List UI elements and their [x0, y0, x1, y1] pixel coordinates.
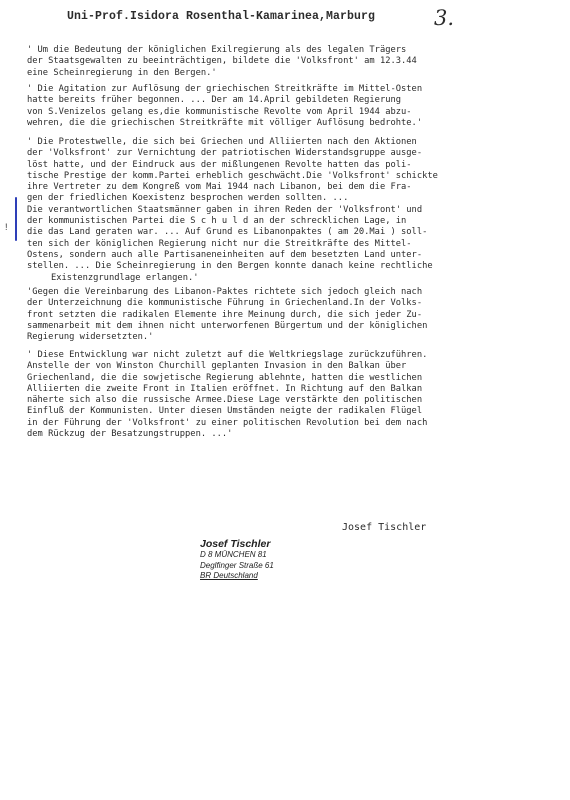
margin-mark: [15, 197, 17, 241]
text-line: löst hatte, und der Eindruck aus der mißlungenen Revolte hatten das poli-: [27, 159, 412, 170]
text-line: ten sich der königlichen Regierung nicht nur die Streitkräfte des Mittel-: [27, 238, 412, 249]
stamp-city: D 8 MÜNCHEN 81: [200, 550, 267, 559]
text-line: Regierung widersetzten.': [27, 332, 154, 343]
quote-paragraph-1: [27, 45, 552, 79]
page-number: 3.: [434, 6, 455, 30]
text-line: gen der friedlichen Koexistenz besprochen werden sollten. ...: [27, 193, 349, 204]
text-line: der 'Volksfront' zur Vernichtung der patriotischen Widerstandsgruppe ausge-: [27, 148, 423, 159]
stamp-street: Deglfinger Straße 61: [200, 560, 274, 570]
text-line: ' Um die Bedeutung der königlichen Exilregierung als des legalen Trägers: [27, 45, 407, 55]
text-line: der Unterzeichnung die kommunistische Führung in Griechenland.In der Volks-: [27, 298, 423, 309]
address-stamp: [200, 538, 274, 582]
text-line: tische Prestige der komm.Partei erheblich geschwächt.Die 'Volksfront' schickte: [27, 170, 438, 181]
author-header: Uni-Prof.Isidora Rosenthal-Kamarinea,Marburg: [67, 10, 376, 23]
text-line: Ostens, sondern auch alle Partisaneneinheiten auf dem besetzten Land unter-: [27, 249, 423, 260]
text-line: hatte bereits früher begonnen. ... Der am 14.April gebildeten Regierung: [27, 95, 402, 106]
text-line: Die verantwortlichen Staatsmänner gaben in ihren Reden der 'Volksfront' und: [27, 204, 423, 215]
text-line: 'Gegen die Vereinbarung des Libanon-Paktes richtete sich jedoch gleich nach: [27, 287, 423, 297]
signature-typed: Josef Tischler: [342, 522, 427, 533]
text-line: wehren, die die griechischen Streitkräfte mit völliger Auflösung bedrohte.': [27, 117, 423, 128]
text-line: Existenzgrundlage erlangen.': [51, 272, 199, 283]
text-line: stellen. ... Die Scheinregierung in den Bergen konnte danach keine rechtliche: [27, 261, 433, 272]
text-line: Anstelle der von Winston Churchill geplanten Invasion in den Balkan über: [27, 361, 407, 372]
text-line: sammenarbeit mit dem ihnen nicht unterworfenen Bürgertum und der königlichen: [27, 320, 428, 331]
text-line: front setzten die radikalen Elemente ihre Meinung durch, die sich jeder Zu-: [27, 309, 423, 320]
text-line: der kommunistischen Partei die S c h u l d an der schrecklichen Lage, in: [27, 216, 407, 227]
text-line: die das Land geraten war. ... Auf Grund es Libanonpaktes ( am 20.Mai ) soll-: [27, 227, 428, 238]
text-line: näherte sich also die russische Armee.Diese Lage verstärkte den politischen: [27, 395, 423, 406]
margin-note: !: [5, 222, 8, 232]
stamp-country: BR Deutschland: [200, 571, 258, 580]
text-line: von S.Venizelos gelang es,die kommunistische Revolte vom April 1944 abzu-: [27, 106, 412, 117]
text-line: der Staatsgewalten zu beeinträchtigen, bildete die 'Volksfront' am 12.3.44: [27, 56, 417, 67]
text-line: eine Scheinregierung in den Bergen.': [27, 67, 217, 78]
stamp-name: Josef Tischler: [200, 538, 271, 550]
text-line: ihre Vertreter zu dem Kongreß vom Mai 1944 nach Libanon, bei dem die Fra-: [27, 182, 412, 193]
text-line: ' Diese Entwicklung war nicht zuletzt auf die Weltkriegslage zurückzuführen.: [27, 350, 428, 360]
text-line: in der Führung der 'Volksfront' zu einer politischen Revolution bei dem nach: [27, 417, 428, 428]
text-line: Alliierten die zweite Front in Italien eröffnet. In Richtung auf den Balkan: [27, 383, 423, 394]
text-line: ' Die Protestwelle, die sich bei Griechen und Alliierten nach den Aktionen: [27, 137, 417, 147]
text-line: dem Rückzug der Besatzungstruppen. ...': [27, 429, 233, 440]
quote-paragraph-3: [27, 137, 552, 284]
text-line: Einfluß der Kommunisten. Unter diesen Umständen neigte der radikalen Flügel: [27, 406, 423, 417]
quote-paragraph-5: [27, 350, 552, 440]
text-line: Griechenland, die die sowjetische Regierung ablehnte, hatten die westlichen: [27, 372, 423, 383]
text-line: ' Die Agitation zur Auflösung der griechischen Streitkräfte im Mittel-Osten: [27, 84, 423, 94]
quote-paragraph-4: [27, 287, 552, 343]
quote-paragraph-2: [27, 84, 552, 129]
